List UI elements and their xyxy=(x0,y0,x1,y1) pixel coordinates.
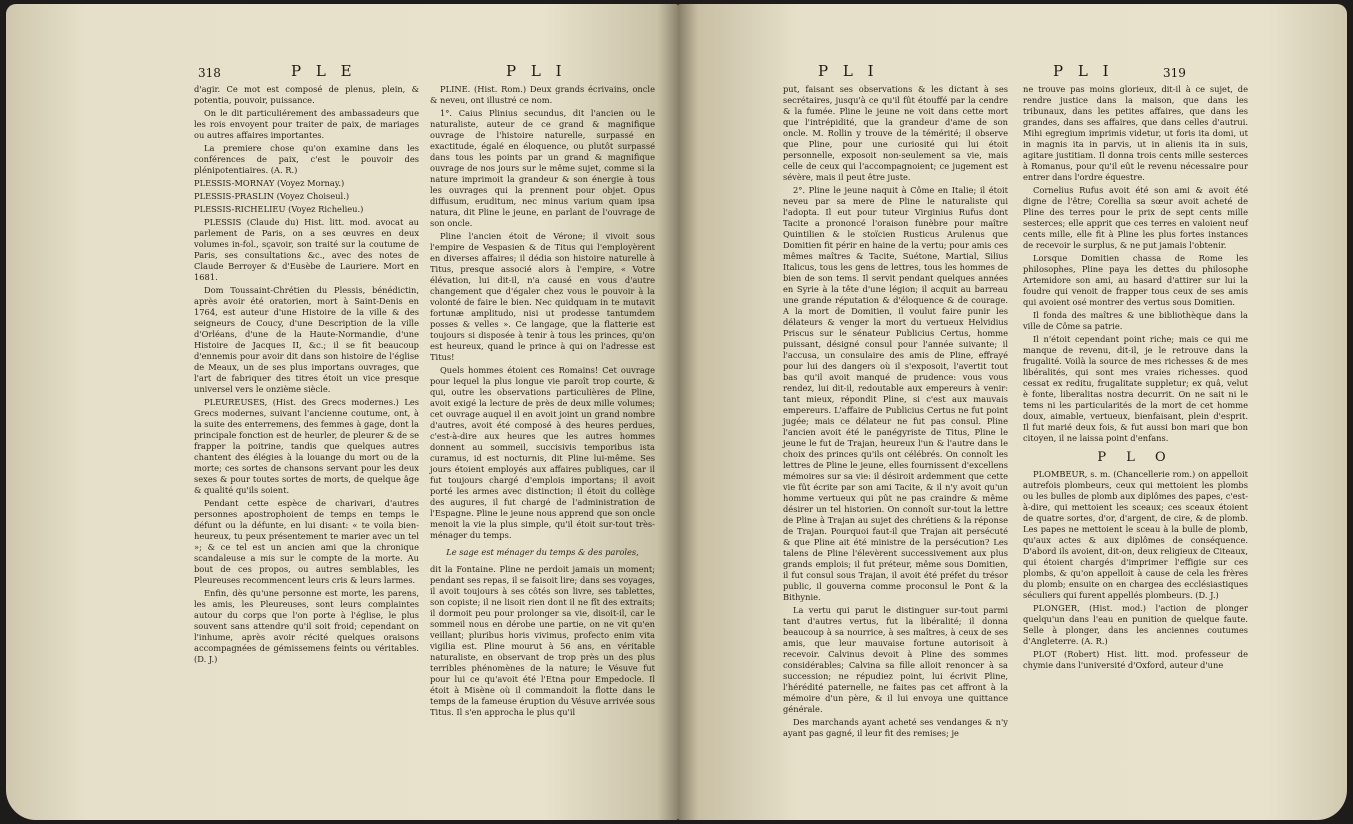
running-header-right: P L I xyxy=(1053,62,1114,80)
entry-heading: PLESSIS-PRASLIN (Voyez Choiseul.) xyxy=(194,191,350,201)
paragraph: Pendant cette espèce de charivari, d'autres personnes apostrophoient de temps en temps le défunt ou la défunte, en lui disant: « te voila bien-heureux, tu peux présentement te marier avec un tel »; & ce tel est un ancien ami que la chronique scandaleuse a mis sur le compte de la morte. Au bout de ces propos, ou autres semblables, les Pleureuses recommencent leurs cris & leurs larmes. xyxy=(194,498,419,585)
paragraph: PLINE. (Hist. Rom.) Deux grands écrivains, oncle & neveu, ont illustré ce nom. xyxy=(430,84,655,105)
paragraph: Cornelius Rufus avoit été son ami & avoit été digne de l'être; Corellia sa sœur avoit acheté de Pline des terres pour le prix de sept cents mille sesterces; elle apprit que ces terres en valoient neuf cents mille, elle fit à Pline les plus fortes instances de recevoir le surplus, & ne put jamais l'obtenir. xyxy=(1023,185,1248,250)
paragraph: Quels hommes étoient ces Romains! Cet ouvrage pour lequel la plus longue vie paroît trop courte, & qui, outre les observations particulières de Pline, avoit exigé la lecture de près de deux mille volumes; cet ouvrage auquel il en avoit joint un grand nombre d'autres, avoit été composé à des heures perdues, c'est-à-dire aux heures que les autres hommes donnent au sommeil, succisivis temporibus ista curamus, id est nocturnis, dit Pline lui-même. Ses jours étoient employés aux affaires publiques, car il fut toujours chargé d'emplois importans; il avoit porté les armes avec distinction; il étoit du collège des augures, il fut chargé de l'administration de l'Espagne. Pline le jeune nous apprend que son oncle menoit la vie la plus simple, qu'il étoit sur-tout très-ménager du temps. xyxy=(430,365,655,540)
running-header-right: P L I xyxy=(506,62,567,80)
paragraph: PLOT (Robert) Hist. litt. mod. professeur de chymie dans l'université d'Oxford, auteur d'une xyxy=(1023,649,1248,670)
running-header-left: P L I xyxy=(818,62,879,80)
paragraph: 1°. Caius Plinius secundus, dit l'ancien ou le naturaliste, auteur de ce grand & magnifique ouvrage de l'histoire naturelle, surpassé en exactitude, égalé en éloquence, ou plutôt surpassé dans tous les points par un grand & magnifique ouvrage de nos jours sur le même sujet, comme si la nature imprimoit la grandeur & son énergie à tous les ouvrages qui la prennent pour objet. Opus diffusum, eruditum, nec minus varium quam ipsa natura, dit Pline le jeune, en parlant de l'ouvrage de son oncle. xyxy=(430,108,655,228)
entry-heading: PLESSIS-MORNAY (Voyez Mornay.) xyxy=(194,178,345,188)
paragraph: Dom Toussaint-Chrétien du Plessis, bénédictin, après avoir été oratorien, mort à Saint-Denis en 1764, est auteur d'une Histoire de la ville & des seigneurs de Coucy, d'une Description de la ville d'Orléans, d'une de la Haute-Normandie, d'une Histoire de Jacques II, &c.; il se fit beaucoup d'ennemis pour avoir dit dans son histoire de l'église de Meaux, un de ses plus importans ouvrages, que l'art de fabriquer des titres étoit un vice presque universel vers le onzième siècle. xyxy=(194,285,419,394)
text-column-2 xyxy=(1023,84,1248,673)
text-column-1 xyxy=(194,84,419,667)
paragraph: put, faisant ses observations & les dictant à ses secrétaires, jusqu'à ce qu'il fût étouffé par la cendre & la fumée. Pline le jeune ne voit dans cette mort que l'intrépidité, que la grandeur d'ame de son oncle. M. Rollin y trouve de la témérité; il observe que Pline, pour une curiosité qui lui étoit personnelle, exposoit non-seulement sa vie, mais celle de ceux qui l'accompagnoient; ce jugement est sévère, mais il peut être juste. xyxy=(783,84,1008,182)
open-book xyxy=(6,4,1347,820)
paragraph: PLOMBEUR, s. m. (Chancellerie rom.) on appelloit autrefois plombeurs, ceux qui mettoient les plombs ou les bulles de plomb aux diplômes des papes, c'est-à-dire, qui mettoient les sceaux; ces sceaux étoient de quatre sortes, d'or, d'argent, de cire, & de plomb. Les papes ne mettoient le sceau à la bulle de plomb, qu'aux actes & aux diplômes de conséquence. D'abord ils avoient, dit-on, deux religieux de Citeaux, qui étoient chargés d'imprimer l'effigie sur ces plombs, & qu'on appelloit à cause de cela les frères du plomb; ensuite on en chargea des ecclésiastiques séculiers qui furent appellés plombeurs. (D. J.) xyxy=(1023,469,1248,600)
paragraph: Pline l'ancien étoit de Vérone; il vivoit sous l'empire de Vespasien & de Titus qui l'employèrent en diverses affaires; il dédia son histoire naturelle à Titus, presque associé alors à l'empire, « Votre élévation, lui dit-il, n'a causé en vous d'autre changement que d'égaler chez vous le pouvoir à la volonté de faire le bien. Nec quidquam in te mutavit fortunæ amplitudo, nisi ut prodesse tantumdem posses & velles ». Ce langage, que la flatterie est toujours si disposée à tenir à tous les princes, qu'on est heureux, quand le prince à qui on l'adresse est Titus! xyxy=(430,231,655,362)
verse-quote: Le sage est ménager du temps & des paroles, xyxy=(446,547,639,557)
paragraph: dit la Fontaine. Pline ne perdoit jamais un moment; pendant ses repas, il se faisoit lire; dans ses voyages, il avoit toujours à ses côtés son livre, ses tablettes, son copiste; il ne lisoit rien dont il ne fît des extraits; il dormoit peu pour prolonger sa vie, disoit-il, car le sommeil nous en dérobe une partie, on ne vit qu'en veillant; pluribus horis vivimus, profecto enim vita vigilia est. Pline mourut à 56 ans, en véritable naturaliste, en observant de trop près un des plus terribles phénomènes de la nature; le Vésuve fut pour lui ce qu'avoit été l'Etna pour Empedocle. Il étoit à Misène où il commandoit la flotte dans le temps de la fameuse éruption du Vésuve arrivée sous Titus. Il s'en approcha le plus qu'il xyxy=(430,564,655,717)
paragraph: 2°. Pline le jeune naquit à Côme en Italie; il étoit neveu par sa mere de Pline le naturaliste qui l'adopta. Il eut pour tuteur Virginius Rufus dont Tacite a prononcé l'oraison funèbre pour maître Quintilien & le stoïcien Rusticus Arulenus que Domitien fit périr en haine de la vertu; pour amis ces mêmes maîtres & Tacite, Suétone, Martial, Silius Italicus, tous les gens de lettres, tous les hommes de bien de son tems. Il servit pendant quelques années en Syrie à la tête d'une légion; il acquit au barreau une grande réputation & d'éloquence & de courage. A la mort de Domitien, il voulut faire punir les délateurs & venger la mort du vertueux Helvidius Priscus sur le sénateur Publicius Certus, homme puissant, désigné consul pour l'année suivante; il l'accusa, un consulaire des amis de Pline, effrayé pour lui des dangers où il s'exposoit, l'avertit tout bas qu'il avoit manqué de prudence: vous vous rendez, lui dit-il, redoutable aux empereurs à venir: tant mieux, répondit Pline, si c'est aux mauvais empereurs. L'affaire de Publicius Certus ne fut point jugée; mais ce délateur ne fut pas consul. Pline l'ancien avoit été le panégyriste de Titus, Pline le jeune le fut de Trajan, heureux l'un & l'autre dans le choix des princes qu'ils ont célébrés. On connoît les lettres de Pline le jeune, elles fournissent d'excellens mémoires sur sa vie: il désiroit ardemment que cette vie fût écrite par son ami Tacite, & il n'y avoit qu'un homme vertueux qui pût ne pas craindre & même désirer un tel historien. On connoît sur-tout la lettre de Pline à Trajan au sujet des chrétiens & la réponse de Trajan. Pourquoi faut-il que Trajan ait persécuté & que Pline ait été ministre de la persécution? Les talens de Pline l'élevèrent successivement aux plus grands emplois; il fut préteur, même sous Domitien, il fut consul sous Trajan, il avoit été préfet du trésor public, il gouverna comme proconsul le Pont & la Bithynie. xyxy=(783,185,1008,602)
paragraph: Lorsque Domitien chassa de Rome les philosophes, Pline paya les dettes du philosophe Artemidore son ami, au hasard d'attirer sur lui la foudre qui venoit de frapper tous ceux de ses amis qui avoient osé montrer des vertus sous Domitien. xyxy=(1023,253,1248,307)
text-column-1 xyxy=(783,84,1008,741)
entry-heading: PLESSIS-RICHELIEU (Voyez Richelieu.) xyxy=(194,204,364,214)
paragraph: PLONGER, (Hist. mod.) l'action de plonger quelqu'un dans l'eau en punition de quelque faute. Selle à plonger, dans les anciennes coutumes d'Angleterre. (A. R.) xyxy=(1023,603,1248,646)
paragraph: Des marchands ayant acheté ses vendanges & n'y ayant pas gagné, il leur fit des remises; je xyxy=(783,717,1008,738)
paragraph: Il n'étoit cependant point riche; mais ce qui me manque de revenu, dit-il, je le retrouve dans la frugalité. Voilà la source de mes richesses & de mes libéralités, qui sont mes vraies richesses. quod cessat ex reditu, frugalitate suppletur; ex quâ, velut è fonte, liberalitas nostra decurrit. On ne sait ni le tems ni les particularités de la mort de cet homme doux, aimable, vertueux, bienfaisant, plein d'esprit. Il fut marié deux fois, & fut aussi bon mari que bon citoyen, il ne laissa point d'enfans. xyxy=(1023,334,1248,443)
paragraph: ne trouve pas moins glorieux, dit-il à ce sujet, de rendre justice dans la maison, que dans les tribunaux, dans les petites affaires, que dans les grandes, dans ses affaires, que dans celles d'autrui. Mihi egregium imprimis videtur, ut foris ita domi, ut in magnis ita in parvis, ut in alienis ita in suis, agitare justitiam. Il donna trois cents mille sesterces à Romanus, pour qu'il eût le revenu nécessaire pour entrer dans l'ordre équestre. xyxy=(1023,84,1248,182)
paragraph: Il fonda des maîtres & une bibliothèque dans la ville de Côme sa patrie. xyxy=(1023,310,1248,331)
running-header-left: P L E xyxy=(291,62,357,80)
paragraph: d'agir. Ce mot est composé de plenus, plein, & potentia, pouvoir, puissance. xyxy=(194,84,419,105)
page-number: 318 xyxy=(198,66,221,80)
section-heading: P L O xyxy=(1097,450,1174,465)
paragraph: PLESSIS (Claude du) Hist. litt. mod. avocat au parlement de Paris, on a ses œuvres en deux volumes in-fol., sçavoir, son traité sur la coutume de Paris, ses consultations &c., avec des notes de Claude Berroyer & d'Eusèbe de Lauriere. Mort en 1681. xyxy=(194,217,419,282)
text-column-2 xyxy=(430,84,655,720)
paragraph: La premiere chose qu'on examine dans les conférences de paix, c'est le pouvoir des plénipotentiaires. (A. R.) xyxy=(194,143,419,175)
left-page xyxy=(6,4,678,820)
paragraph: Enfin, dès qu'une personne est morte, les parens, les amis, les Pleureuses, sont leurs complaintes autour du corps que l'on porte à l'église, le plus souvent sans attendre qu'il soit froid; cependant on l'inhume, après avoir récité quelques oraisons accompagnées de gémissemens feints ou véritables. (D. J.) xyxy=(194,588,419,664)
right-page xyxy=(678,4,1347,820)
paragraph: On le dit particuliérement des ambassadeurs que les rois envoyent pour traiter de paix, de mariages ou autres affaires importantes. xyxy=(194,108,419,140)
paragraph: La vertu qui parut le distinguer sur-tout parmi tant d'autres vertus, fut la libéralité; il donna beaucoup à sa nourrice, à ses maîtres, à ceux de ses amis, que leur mauvaise fortune autorisoit à recevoir. Calvinus devoit à Pline des sommes considérables; Calvina sa fille alloit renoncer à sa succession; ne répudiez point, lui écrivit Pline, l'hérédité paternelle, ne faites pas cet affront à la mémoire d'un père, & il lui envoya une quittance générale. xyxy=(783,605,1008,714)
page-number: 319 xyxy=(1163,66,1186,80)
paragraph: PLEUREUSES, (Hist. des Grecs modernes.) Les Grecs modernes, suivant l'ancienne coutume, ont, à la suite des enterremens, des femmes à gage, dont la principale fonction est de heurler, de pleurer & de se frapper la poitrine, tandis que quelques autres chantent des élégies à la louange du mort ou de la morte; ces sortes de chansons servant pour les deux sexes & pour toutes sortes de morts, de quelque âge & qualité qu'ils soient. xyxy=(194,397,419,495)
